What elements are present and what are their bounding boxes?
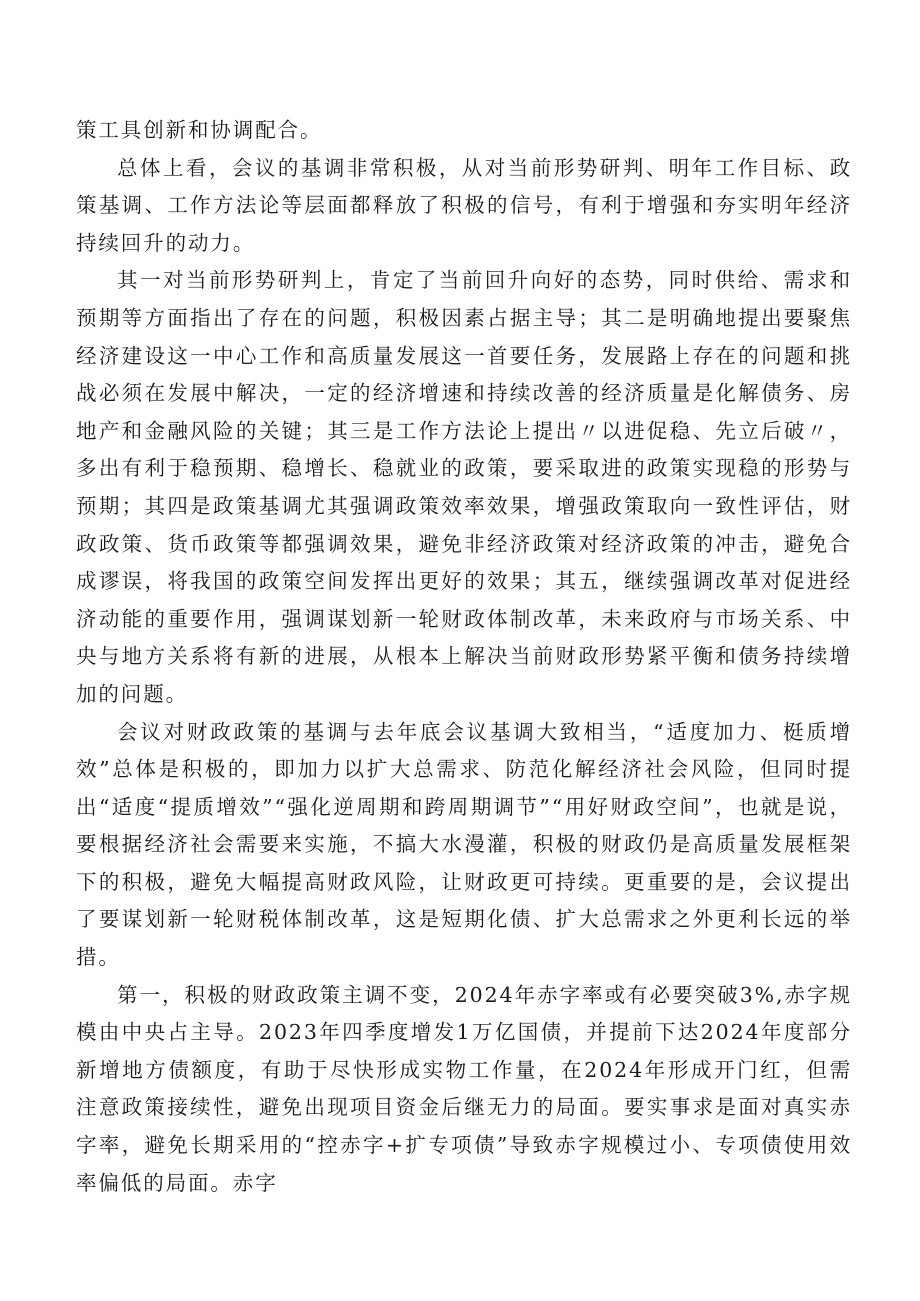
document-body	[76, 112, 852, 1202]
paragraph: 第一，积极的财政政策主调不变，2024年赤字率或有必要突破3%,赤字规模由中央占主导。2023年四季度增发1万亿国债，并提前下达2024年度部分新增地方债额度，有助于尽快形成实物工作量，在2024年形成开门红，但需注意政策接续性，避免出现项目资金后继无力的局面。要实事求是面对真实赤字率，避免长期采用的“控赤字+扩专项债”导致赤字规模过小、专项债使用效率偏低的局面。赤字	[76, 982, 852, 1195]
paragraph: 策工具创新和协调配合。	[76, 118, 323, 142]
paragraph: 会议对财政政策的基调与去年底会议基调大致相当，“适度加力、梃质增效”总体是积极的，即加力以扩大总需求、防范化解经济社会风险，但同时提出“适度“提质增效”“强化逆周期和跨周期调节”“用好财政空间”，也就是说，要根据经济社会需要来实施，不搞大水漫灌，积极的财政仍是高质量发展框架下的积极，避免大幅提高财政风险，让财政更可持续。更重要的是，会议提出了要谋划新一轮财税体制改革，这是短期化债、扩大总需求之外更利长远的举措。	[76, 719, 852, 970]
paragraph: 总体上看，会议的基调非常积极，从对当前形势研判、明年工作目标、政策基调、工作方法论等层面都释放了积极的信号，有利于增强和夯实明年经济持续回升的动力。	[76, 155, 852, 255]
paragraph: 其一对当前形势研判上，肯定了当前回升向好的态势，同时供给、需求和预期等方面指出了存在的问题，积极因素占据主导；其二是明确地提出要聚焦经济建设这一中心工作和高质量发展这一首要任务，发展路上存在的问题和挑战必须在发展中解决，一定的经济增速和持续改善的经济质量是化解债务、房地产和金融风险的关键；其三是工作方法论上提出〃以进促稳、先立后破〃，多出有利于稳预期、稳增长、稳就业的政策，要采取进的政策实现稳的形势与预期；其四是政策基调尤其强调政策效率效果，增强政策取向一致性评估，财政政策、货币政策等都强调效果，避免非经济政策对经济政策的冲击，避免合成谬误，将我国的政策空间发挥出更好的效果；其五，继续强调改革对促进经济动能的重要作用，强调谋划新一轮财政体制改革，未来政府与市场关系、中央与地方关系将有新的进展，从根本上解决当前财政形势紧平衡和债务持续增加的问题。	[76, 268, 852, 706]
